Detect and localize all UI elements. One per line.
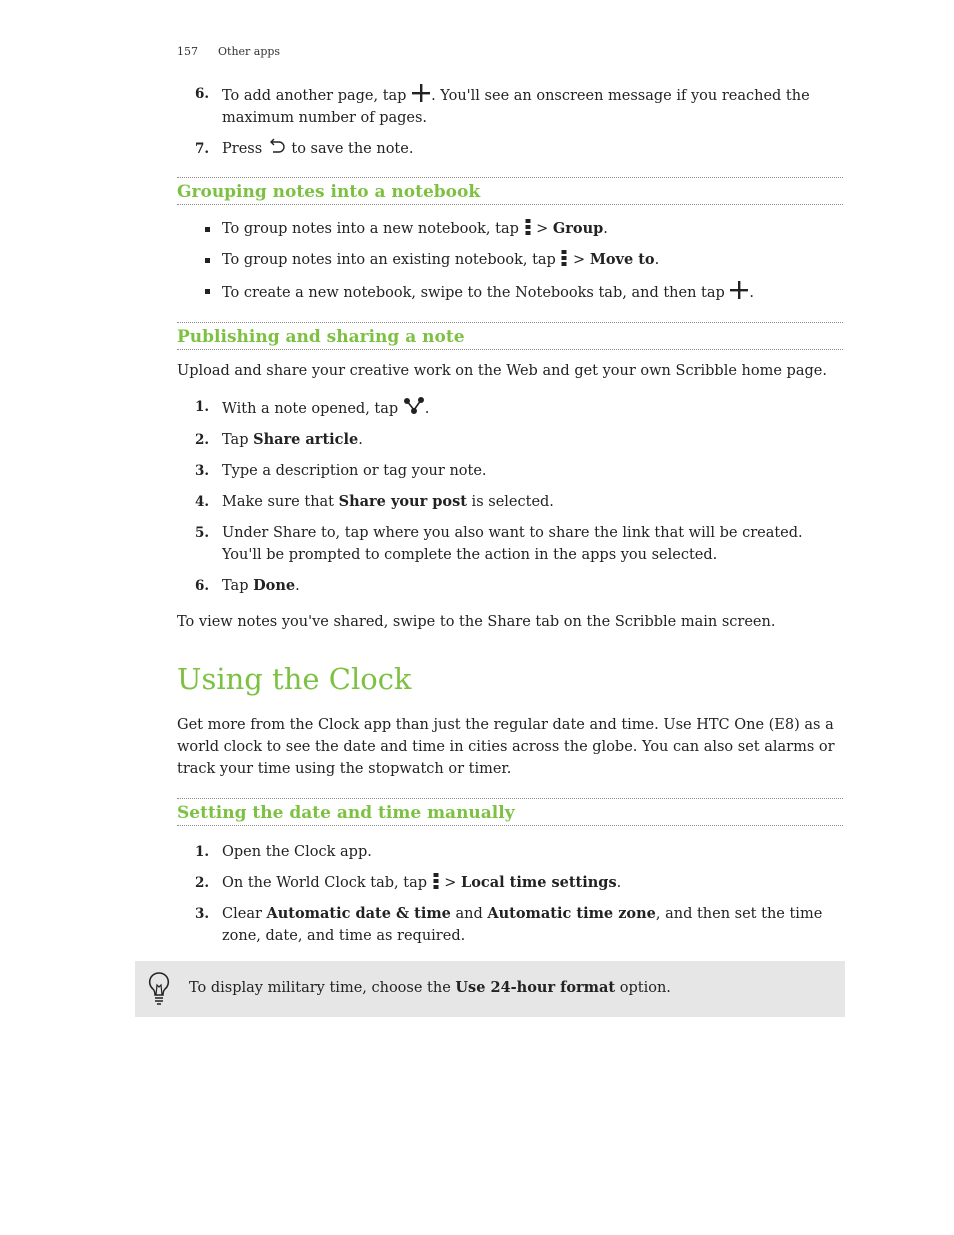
grouping-section bbox=[177, 177, 843, 304]
share-icon bbox=[403, 396, 425, 416]
page-header bbox=[177, 45, 280, 58]
clock-intro: Get more from the Clock app than just the regular date and time. Use HTC One (E8) as a world clock to see the date and time in cities across the globe. You can also set alarms or track your time using the stopwatch or timer. bbox=[177, 717, 835, 777]
step-item: 6. Tap Done. bbox=[195, 577, 300, 594]
step-item: 1. Open the Clock app. bbox=[195, 844, 372, 860]
publishing-intro: Upload and share your creative work on the Web and get your own Scribble home page. bbox=[177, 363, 827, 379]
step-item: 3. Type a description or tag your note. bbox=[195, 463, 487, 479]
plus-icon bbox=[411, 83, 431, 103]
section-name: Other apps bbox=[218, 45, 281, 58]
grouping-heading: Grouping notes into a notebook bbox=[177, 177, 843, 205]
step-item: 2. On the World Clock tab, tap > Local time settings. bbox=[195, 874, 622, 891]
list-item: To create a new notebook, swipe to the Notebooks tab, and then tap . bbox=[177, 280, 843, 304]
back-icon bbox=[267, 138, 287, 156]
list-item: To group notes into a new notebook, tap > Group. bbox=[177, 218, 843, 240]
plus-icon bbox=[729, 280, 749, 300]
step-item: 4. Make sure that Share your post is selected. bbox=[195, 493, 554, 510]
tip-text: To display military time, choose the Use 24-hour format option. bbox=[189, 979, 671, 996]
top-steps bbox=[177, 83, 843, 160]
datetime-heading: Setting the date and time manually bbox=[177, 798, 843, 826]
step-item: 3. Clear Automatic date & time and Automatic time zone, and then set the time zone, date, and time as required. bbox=[195, 905, 823, 944]
tip-box bbox=[135, 961, 845, 1017]
page-number: 157 bbox=[177, 45, 198, 58]
lightbulb-icon bbox=[147, 971, 171, 1005]
step-item: 2. Tap Share article. bbox=[195, 431, 363, 448]
list-item: To group notes into an existing notebook, tap > Move to. bbox=[177, 249, 843, 271]
menu-icon bbox=[432, 872, 440, 890]
step-item: 5. Under Share to, tap where you also want to share the link that will be created. You'll be prompted to complete the action in the apps you selected. bbox=[195, 525, 803, 563]
publishing-heading: Publishing and sharing a note bbox=[177, 322, 843, 350]
publishing-outro: To view notes you've shared, swipe to the Share tab on the Scribble main screen. bbox=[177, 614, 776, 630]
datetime-section bbox=[177, 798, 843, 947]
publishing-section bbox=[177, 322, 843, 633]
clock-title: Using the Clock bbox=[177, 662, 412, 696]
menu-icon bbox=[524, 218, 532, 236]
step-item: 7. Press to save the note. bbox=[177, 138, 843, 160]
clock-section bbox=[177, 661, 843, 780]
step-item: 1. With a note opened, tap . bbox=[177, 396, 843, 420]
step-item: 6. To add another page, tap . You'll see an onscreen message if you reached the maximum number of pages. bbox=[177, 83, 843, 129]
